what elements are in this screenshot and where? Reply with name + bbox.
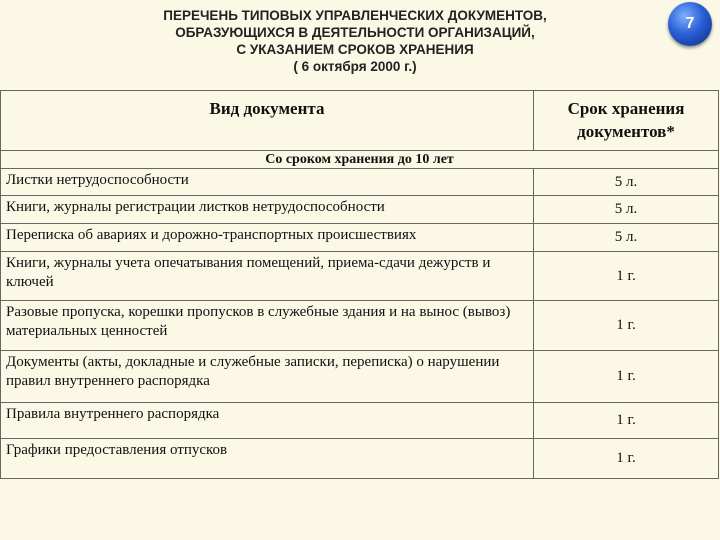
term-cell: 1 г. — [534, 439, 719, 479]
slide-number-badge: 7 — [668, 2, 712, 46]
term-cell: 1 г. — [534, 301, 719, 351]
doc-cell: Правила внутреннего распорядка — [1, 403, 534, 439]
column-header-term — [534, 91, 719, 151]
term-cell: 5 л. — [534, 196, 719, 224]
column-header-doc: Вид документа — [1, 91, 534, 151]
table-row — [1, 169, 719, 196]
title-line: С УКАЗАНИЕМ СРОКОВ ХРАНЕНИЯ — [236, 42, 474, 57]
doc-cell: Книги, журналы регистрации листков нетрудоспособности — [1, 196, 534, 224]
table-row — [1, 351, 719, 403]
table-row — [1, 301, 719, 351]
retention-table — [0, 90, 719, 479]
term-cell: 1 г. — [534, 252, 719, 301]
column-header-term-line: Срок хранения — [567, 99, 685, 118]
column-header-term-line: документов* — [577, 122, 675, 141]
doc-cell: Переписка об авариях и дорожно-транспортных происшествиях — [1, 224, 534, 252]
doc-cell: Графики предоставления отпусков — [1, 439, 534, 479]
section-title: Со сроком хранения до 10 лет — [1, 151, 719, 169]
doc-cell: Документы (акты, докладные и служебные записки, переписка) о нарушении правил внутреннего распорядка — [1, 351, 534, 403]
table-header-row — [1, 91, 719, 151]
table-row — [1, 196, 719, 224]
table-row — [1, 224, 719, 252]
title-line: ОБРАЗУЮЩИХСЯ В ДЕЯТЕЛЬНОСТИ ОРГАНИЗАЦИЙ, — [175, 25, 535, 40]
table-row — [1, 252, 719, 301]
term-cell: 5 л. — [534, 169, 719, 196]
term-cell: 1 г. — [534, 351, 719, 403]
term-cell: 1 г. — [534, 403, 719, 439]
page-title — [100, 7, 610, 75]
doc-cell: Листки нетрудоспособности — [1, 169, 534, 196]
term-cell: 5 л. — [534, 224, 719, 252]
doc-cell: Книги, журналы учета опечатывания помещений, приема-сдачи дежурств и ключей — [1, 252, 534, 301]
doc-cell: Разовые пропуска, корешки пропусков в служебные здания и на вынос (вывоз) материальных ценностей — [1, 301, 534, 351]
title-line: ПЕРЕЧЕНЬ ТИПОВЫХ УПРАВЛЕНЧЕСКИХ ДОКУМЕНТОВ, — [163, 8, 547, 23]
section-row — [1, 151, 719, 169]
table-row — [1, 439, 719, 479]
title-date: ( 6 октября 2000 г.) — [293, 59, 417, 74]
table-row — [1, 403, 719, 439]
